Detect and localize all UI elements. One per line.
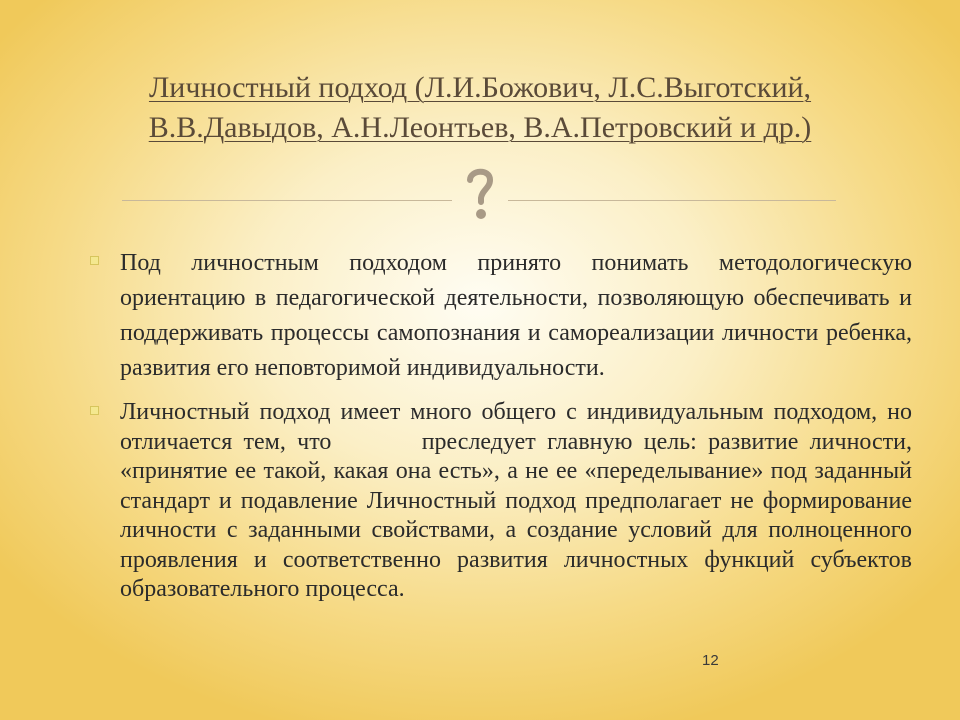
question-mark-ornament-icon [466,166,494,226]
bullet-text: Под личностным подходом принято понимать методологическую ориентацию в педагогической деятельности, позволяющую обеспечивать и поддерживать процессы самопознания и самореализации личности ребенка, развития его неповторимой индивидуальности. [120,250,912,381]
slide-content [90,246,918,605]
page-number: 12 [702,652,719,669]
slide-title: Личностный подход (Л.И.Божович, Л.С.Выготский, В.В.Давыдов, А.Н.Леонтьев, В.А.Петровский и др.) [148,71,812,144]
square-bullet-icon [90,256,99,265]
bullet-item [90,246,912,386]
title-divider-right [508,200,836,201]
square-bullet-icon [90,406,99,415]
bullet-item [90,398,918,605]
title-divider-left [122,200,452,201]
bullet-text: Личностный подход имеет много общего с индивидуальным подходом, но отличается тем, что преследует главную цель: развитие личности, «принятие ее такой, какая она есть», а не ее «переделывание» под заданный стандарт и подавление Личностный подход предполагает не формирование личности с заданными свойствами, а создание условий для полноценного проявления и соответственно развития личностных функций субъектов образовательного процесса. [120,399,918,602]
